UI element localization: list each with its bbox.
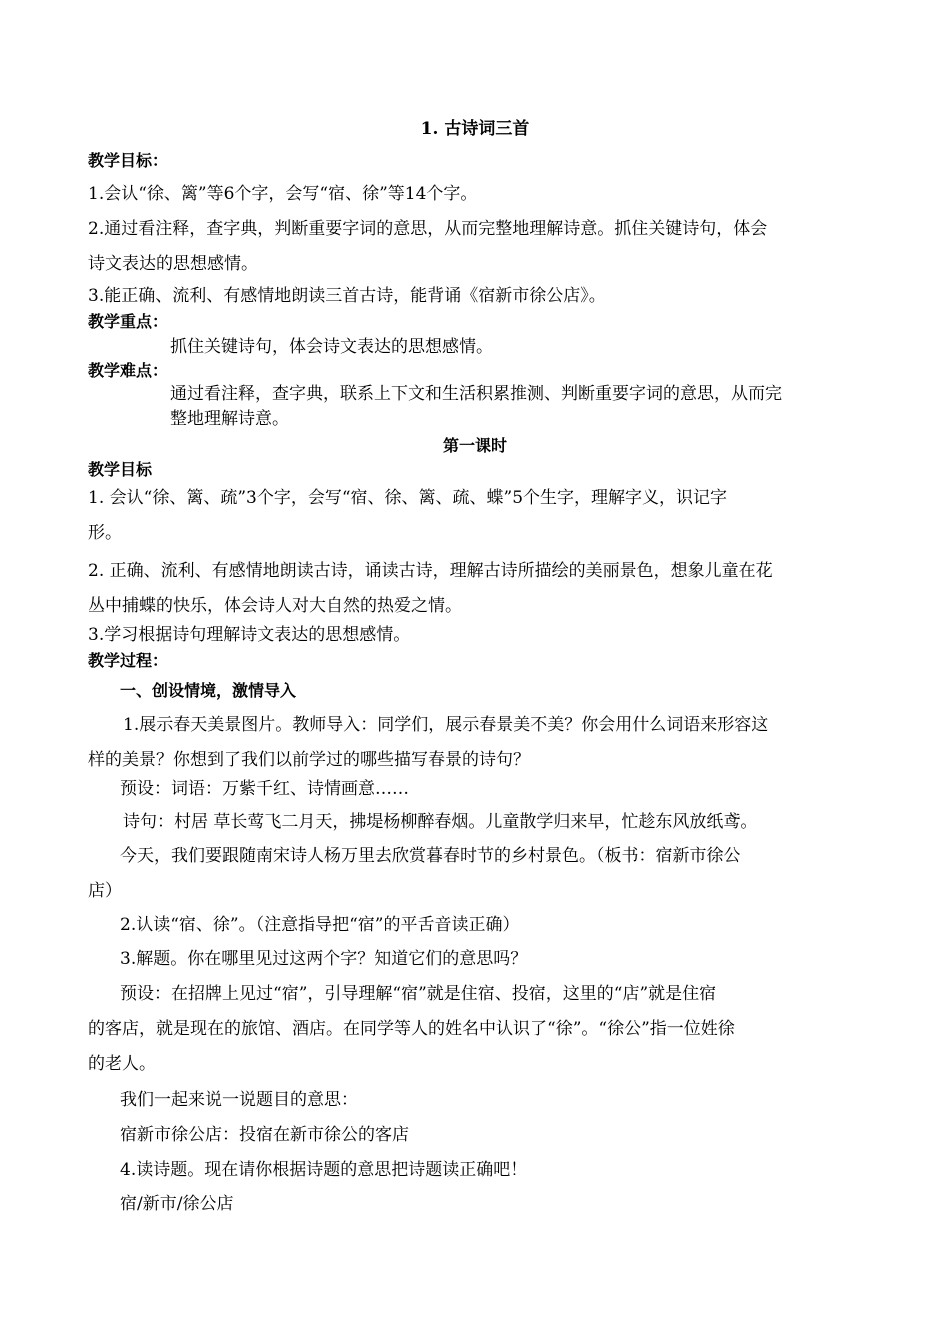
lesson-goal-line: 1. 会认“徐、篱、疏”3个字，会写“宿、徐、篱、疏、蝶”5个生字，理解字义，识记字 [88, 488, 728, 508]
section-heading: 一、创设情境，激情导入 [120, 681, 297, 700]
body-line: 预设：在招牌上见过“宿”，引导理解“宿”就是住宿、投宿，这里的“店”就是住宿 [120, 984, 717, 1004]
lesson-goal-line: 3.学习根据诗句理解诗文表达的思想感情。 [88, 625, 411, 645]
goal-line: 2.通过看注释，查字典，判断重要字词的意思，从而完整地理解诗意。抓住关键诗句，体会 [88, 219, 768, 239]
difficulty-line: 通过看注释，查字典，联系上下文和生活积累推测、判断重要字词的意思，从而完 [170, 384, 782, 404]
difficulty-line: 整地理解诗意。 [170, 409, 289, 429]
lesson-goal-line: 丛中捕蝶的快乐，体会诗人对大自然的热爱之情。 [88, 596, 462, 616]
key-point-text: 抓住关键诗句，体会诗文表达的思想感情。 [170, 337, 493, 357]
lesson-goals-label: 教学目标 [88, 460, 153, 479]
goal-line: 诗文表达的思想感情。 [88, 254, 258, 274]
body-line: 3.解题。你在哪里见过这两个字？知道它们的意思吗？ [120, 949, 528, 969]
difficulty-label: 教学难点： [88, 361, 169, 380]
goal-line: 1.会认“徐、篱”等6个字，会写“宿、徐”等14个字。 [88, 184, 478, 204]
key-point-label: 教学重点： [88, 312, 169, 331]
page-title: 1. 古诗词三首 [420, 119, 530, 139]
body-line: 预设：词语：万紫千红、诗情画意…… [120, 779, 409, 799]
body-line: 4.读诗题。现在请你根据诗题的意思把诗题读正确吧！ [120, 1160, 528, 1180]
body-line: 2.认读“宿、徐”。（注意指导把“宿”的平舌音读正确） [120, 915, 520, 935]
body-line: 的老人。 [88, 1054, 156, 1074]
body-line: 店） [88, 881, 122, 901]
goals-label: 教学目标： [88, 151, 169, 170]
body-line: 的客店，就是现在的旅馆、酒店。在同学等人的姓名中认识了“徐”。“徐公”指一位姓徐 [88, 1019, 735, 1039]
lesson-title: 第一课时 [442, 436, 507, 455]
body-line: 我们一起来说一说题目的意思： [120, 1090, 358, 1110]
body-line: 样的美景？你想到了我们以前学过的哪些描写春景的诗句？ [88, 750, 530, 770]
body-line: 今天，我们要跟随南宋诗人杨万里去欣赏暮春时节的乡村景色。（板书：宿新市徐公 [120, 846, 741, 866]
body-line: 宿/新市/徐公店 [120, 1194, 234, 1214]
body-line: 1.展示春天美景图片。教师导入：同学们，展示春景美不美？你会用什么词语来形容这 [123, 715, 769, 735]
goal-line: 3.能正确、流利、有感情地朗读三首古诗，能背诵《宿新市徐公店》。 [88, 286, 606, 306]
body-line: 宿新市徐公店：投宿在新市徐公的客店 [120, 1125, 409, 1145]
body-line: 诗句：村居 草长莺飞二月天，拂堤杨柳醉春烟。儿童散学归来早，忙趁东风放纸鸢。 [123, 812, 758, 832]
lesson-goal-line: 2. 正确、流利、有感情地朗读古诗，诵读古诗，理解古诗所描绘的美丽景色，想象儿童在花 [88, 561, 773, 581]
lesson-goal-line: 形。 [88, 523, 122, 543]
process-label: 教学过程： [88, 651, 169, 670]
